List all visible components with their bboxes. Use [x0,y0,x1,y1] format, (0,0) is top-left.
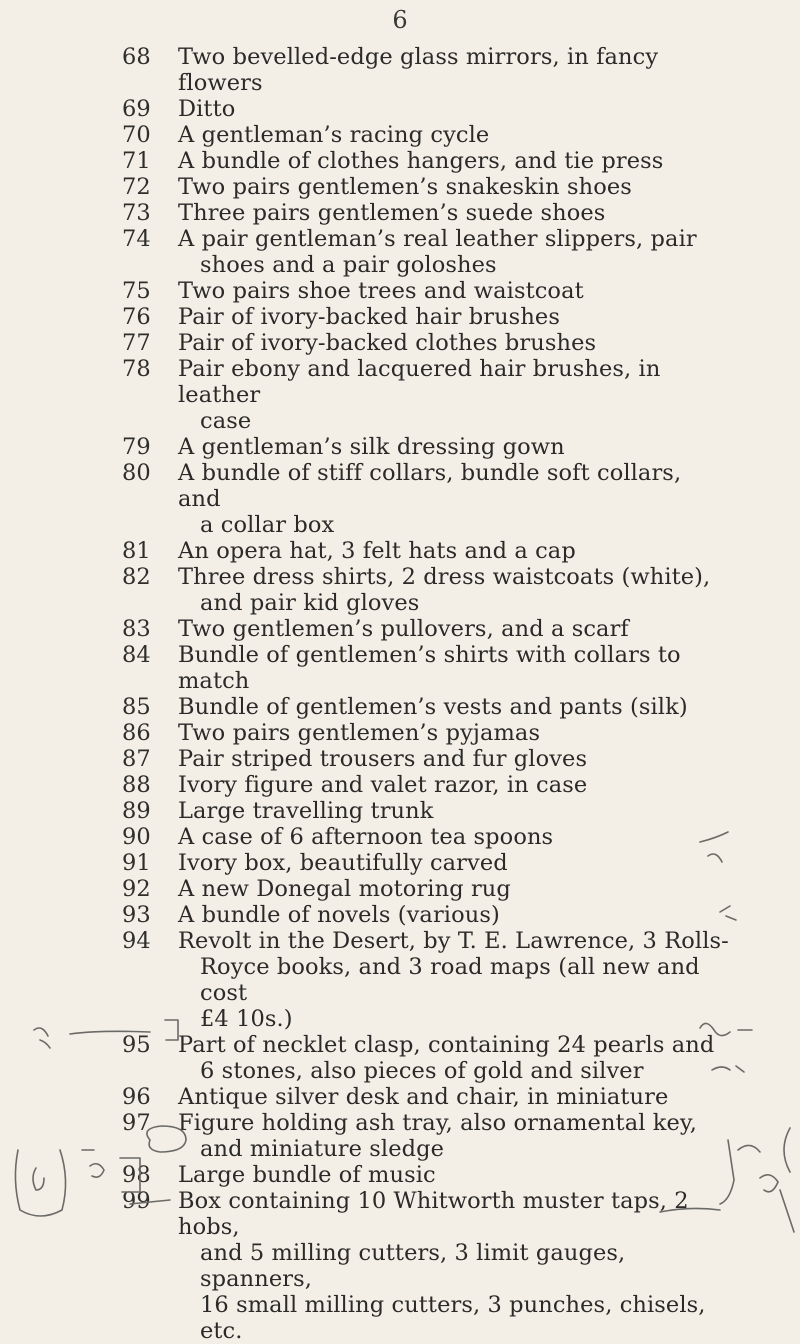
lot-number: 94 [122,928,151,954]
lot-description [178,1084,730,1110]
lot-description [178,304,730,330]
lot-number: 69 [122,96,151,122]
lot-number: 72 [122,174,151,200]
lot-description-line: A bundle of novels (various) [178,902,500,928]
lot-number: 89 [122,798,151,824]
lot-number: 85 [122,694,151,720]
lot-item [0,330,800,356]
lot-number: 82 [122,564,151,590]
lot-item [0,226,800,278]
lot-item [0,1188,800,1344]
lot-list [0,44,800,1344]
lot-description-continuation: 6 stones, also pieces of gold and silver [200,1058,644,1084]
lot-item [0,44,800,96]
lot-item [0,356,800,434]
lot-description-continuation: shoes and a pair goloshes [200,252,497,278]
lot-description-continuation: 16 small milling cutters, 3 punches, chisels, etc. [200,1292,706,1344]
lot-description-line: Pair of ivory-backed hair brushes [178,304,560,330]
lot-description [178,694,730,720]
lot-number: 80 [122,460,151,486]
lot-item [0,1032,800,1084]
lot-number: 88 [122,772,151,798]
lot-description [178,330,730,356]
lot-number: 75 [122,278,151,304]
lot-description [178,356,730,434]
lot-item [0,902,800,928]
lot-item [0,174,800,200]
lot-description-continuation: case [200,408,252,434]
lot-description-line: Large bundle of music [178,1162,436,1188]
lot-item [0,96,800,122]
lot-number: 96 [122,1084,151,1110]
lot-description-line: Figure holding ash tray, also ornamental key, [178,1110,697,1136]
lot-description-line: A bundle of clothes hangers, and tie press [178,148,664,174]
lot-description [178,1162,730,1188]
lot-description-line: Revolt in the Desert, by T. E. Lawrence, 3 Rolls- [178,928,729,954]
lot-description-line: Two pairs gentlemen’s pyjamas [178,720,541,746]
lot-description-line: Two pairs gentlemen’s snakeskin shoes [178,174,632,200]
lot-item [0,824,800,850]
lot-description [178,798,730,824]
lot-number: 98 [122,1162,151,1188]
lot-item [0,538,800,564]
lot-number: 77 [122,330,151,356]
lot-number: 74 [122,226,151,252]
lot-item [0,746,800,772]
lot-description-line: A bundle of stiff collars, bundle soft collars, and [178,460,682,512]
lot-description-line: Three dress shirts, 2 dress waistcoats (white), [178,564,711,590]
lot-description [178,148,730,174]
lot-description [178,902,730,928]
lot-description [178,44,730,96]
lot-number: 76 [122,304,151,330]
lot-description [178,928,730,1032]
lot-description-line: Bundle of gentlemen’s shirts with collars to match [178,642,681,694]
lot-item [0,200,800,226]
lot-description-line: Two pairs shoe trees and waistcoat [178,278,584,304]
lot-description-line: Two gentlemen’s pullovers, and a scarf [178,616,629,642]
lot-description-line: Pair of ivory-backed clothes brushes [178,330,597,356]
lot-description-continuation: and pair kid gloves [200,590,420,616]
lot-description-line: A pair gentleman’s real leather slippers, pair [178,226,697,252]
lot-description [178,278,730,304]
lot-number: 81 [122,538,151,564]
lot-description [178,746,730,772]
lot-number: 83 [122,616,151,642]
lot-description [178,174,730,200]
lot-number: 86 [122,720,151,746]
lot-description-line: Antique silver desk and chair, in miniature [178,1084,669,1110]
lot-item [0,876,800,902]
lot-number: 99 [122,1188,151,1214]
lot-description-line: Large travelling trunk [178,798,434,824]
lot-item [0,278,800,304]
lot-item [0,1084,800,1110]
lot-description-line: A gentleman’s silk dressing gown [178,434,565,460]
lot-item [0,1162,800,1188]
lot-item [0,616,800,642]
lot-item [0,564,800,616]
lot-description [178,96,730,122]
lot-description-line: A case of 6 afternoon tea spoons [178,824,554,850]
lot-description-line: Pair ebony and lacquered hair brushes, in leather [178,356,661,408]
page-number: 6 [392,6,408,34]
lot-item [0,642,800,694]
lot-number: 71 [122,148,151,174]
lot-description-continuation: a collar box [200,512,335,538]
lot-item [0,122,800,148]
lot-description [178,1110,730,1162]
lot-item [0,720,800,746]
lot-number: 68 [122,44,151,70]
lot-item [0,928,800,1032]
lot-item [0,772,800,798]
lot-item [0,694,800,720]
lot-description [178,1188,730,1344]
lot-number: 93 [122,902,151,928]
lot-description [178,772,730,798]
lot-number: 73 [122,200,151,226]
lot-description [178,876,730,902]
lot-description-line: Ditto [178,96,236,122]
lot-item [0,798,800,824]
lot-description [178,720,730,746]
lot-number: 79 [122,434,151,460]
lot-description [178,538,730,564]
lot-description [178,1032,730,1084]
lot-description [178,616,730,642]
lot-number: 70 [122,122,151,148]
lot-item [0,1110,800,1162]
lot-description-continuation: Royce books, and 3 road maps (all new and cost [200,954,700,1006]
lot-description-line: Three pairs gentlemen’s suede shoes [178,200,606,226]
lot-description-continuation: and miniature sledge [200,1136,445,1162]
lot-number: 97 [122,1110,151,1136]
lot-item [0,304,800,330]
lot-item [0,434,800,460]
lot-description [178,564,730,616]
lot-description-line: Two bevelled-edge glass mirrors, in fancy flowers [178,44,659,96]
lot-item [0,850,800,876]
lot-number: 92 [122,876,151,902]
lot-description [178,642,730,694]
lot-description-line: Ivory figure and valet razor, in case [178,772,588,798]
lot-number: 78 [122,356,151,382]
lot-number: 84 [122,642,151,668]
lot-description-line: A new Donegal motoring rug [178,876,511,902]
lot-number: 87 [122,746,151,772]
lot-description [178,200,730,226]
lot-number: 91 [122,850,151,876]
lot-number: 90 [122,824,151,850]
lot-description-line: An opera hat, 3 felt hats and a cap [178,538,576,564]
lot-description-continuation: and 5 milling cutters, 3 limit gauges, spanners, [200,1240,626,1292]
lot-description [178,122,730,148]
lot-item [0,148,800,174]
lot-item [0,460,800,538]
lot-description-line: Part of necklet clasp, containing 24 pearls and [178,1032,715,1058]
lot-description-line: Bundle of gentlemen’s vests and pants (silk) [178,694,688,720]
lot-description-continuation: £4 10s.) [200,1006,293,1032]
lot-description [178,460,730,538]
lot-description-line: Box containing 10 Whitworth muster taps, 2 hobs, [178,1188,689,1240]
lot-description [178,434,730,460]
lot-description [178,850,730,876]
lot-description-line: Ivory box, beautifully carved [178,850,508,876]
lot-description-line: Pair striped trousers and fur gloves [178,746,588,772]
lot-number: 95 [122,1032,151,1058]
lot-description [178,226,730,278]
lot-description [178,824,730,850]
lot-description-line: A gentleman’s racing cycle [178,122,490,148]
